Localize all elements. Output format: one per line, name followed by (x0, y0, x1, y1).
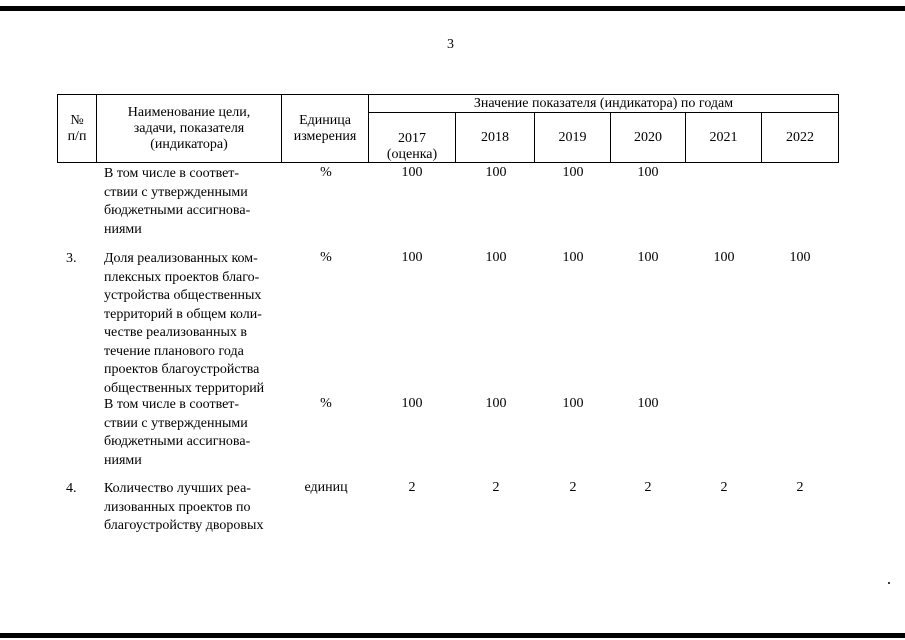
row-value-2022: 100 (789, 250, 811, 265)
name-line: бюджетными ассигнова- (104, 434, 251, 449)
header-year-2021: 2021 (709, 129, 738, 145)
name-line: устройства общественных (104, 288, 262, 303)
row-value-2019: 2 (569, 480, 577, 495)
header-unit-line: измерения (293, 128, 357, 144)
header-name-line: (индикатора) (150, 136, 228, 152)
header-number-sign: № (70, 112, 84, 128)
header-year-2017: 2017 (398, 131, 426, 146)
header-name-column (96, 95, 281, 162)
name-line: плексных проектов благо- (104, 269, 260, 285)
name-line: течение планового года (104, 343, 244, 359)
name-line: благоустройству дворовых (104, 518, 264, 533)
name-line: В том числе в соответ- (104, 166, 240, 181)
row-value-2018: 100 (485, 396, 507, 411)
row-unit: % (320, 250, 332, 265)
row-value-2018: 100 (485, 250, 507, 265)
name-line: ниями (104, 452, 142, 468)
row-value-2020: 100 (637, 165, 659, 180)
name-line: ствии с утвержденными (104, 184, 248, 200)
table-header (57, 94, 839, 163)
scan-speck (893, 6, 899, 10)
row-value-2017: 100 (401, 396, 423, 411)
header-name-line: Наименование цели, (127, 104, 251, 120)
name-line: ствии с утвержденными (104, 415, 248, 431)
row-value-2018: 2 (492, 480, 500, 495)
row-value-2022: 2 (796, 480, 804, 495)
row-unit: единиц (304, 480, 348, 495)
row-value-2019: 100 (562, 250, 584, 265)
row-value-2020: 100 (637, 396, 659, 411)
row-value-2020: 100 (637, 250, 659, 265)
row-number: 3. (66, 251, 77, 266)
name-line: бюджетными ассигнова- (104, 203, 251, 218)
header-year-2020: 2020 (634, 129, 662, 145)
header-year-2022: 2022 (786, 129, 814, 145)
row-value-2021: 2 (720, 480, 728, 495)
name-line: Количество лучших реа- (104, 481, 251, 496)
header-number-abbrev: п/п (67, 128, 87, 144)
row-indicator-name (104, 396, 276, 470)
header-unit-column (281, 95, 368, 162)
page-number: 3 (447, 37, 454, 52)
header-year-2019: 2019 (558, 129, 587, 145)
row-value-2017: 100 (401, 165, 423, 180)
header-number-column (58, 95, 96, 162)
row-value-2019: 100 (562, 165, 584, 180)
name-line: ниями (104, 221, 142, 237)
row-value-2017: 100 (401, 250, 423, 265)
row-indicator-name (104, 480, 276, 536)
row-unit: % (320, 165, 332, 180)
header-year-2017-note: (оценка) (386, 147, 438, 162)
name-line: проектов благоустройства (104, 362, 260, 377)
row-value-2020: 2 (644, 480, 652, 495)
top-border-line (0, 6, 905, 11)
name-line: В том числе в соответ- (104, 397, 240, 412)
name-line: Доля реализованных ком- (104, 251, 258, 266)
header-years-group-title: Значение показателя (индикатора) по годам (368, 95, 838, 113)
row-number: 4. (66, 481, 77, 496)
row-indicator-name (104, 165, 276, 239)
name-line: честве реализованных в (104, 325, 247, 340)
row-unit: % (320, 396, 332, 411)
row-indicator-name (104, 250, 276, 398)
name-line: территорий в общем коли- (104, 306, 262, 322)
row-value-2017: 2 (408, 480, 416, 495)
row-value-2018: 100 (485, 165, 507, 180)
scan-speck (888, 582, 890, 584)
bottom-border-line (0, 633, 905, 638)
row-value-2019: 100 (562, 396, 584, 411)
name-line: лизованных проектов по (104, 499, 251, 515)
header-name-line: задачи, показателя (133, 120, 245, 136)
name-line: общественных территорий (104, 380, 265, 396)
header-year-2018: 2018 (481, 129, 509, 145)
header-unit-line: Единица (299, 112, 351, 128)
row-value-2021: 100 (713, 250, 735, 265)
